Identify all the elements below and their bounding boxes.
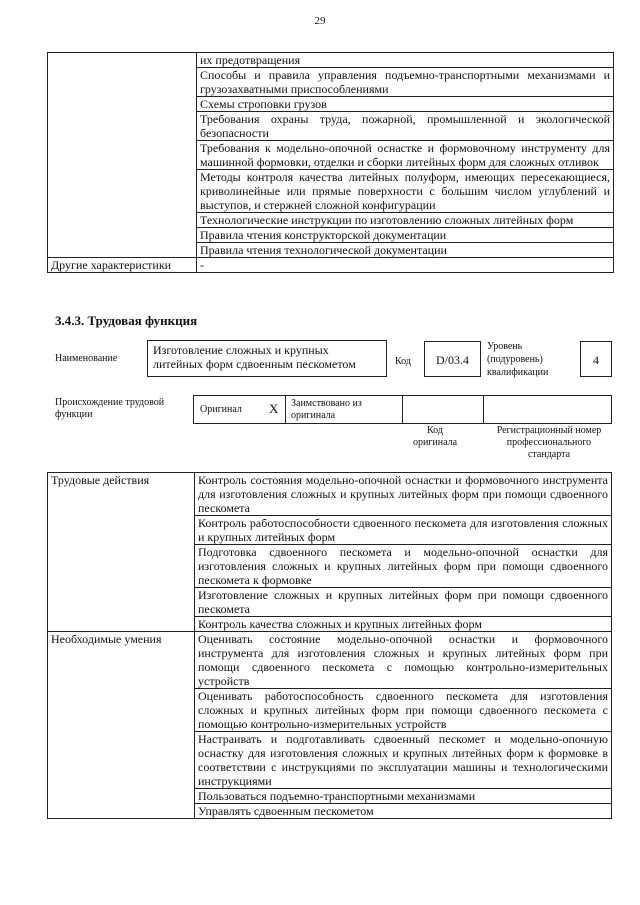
function-details-table — [47, 472, 612, 819]
labor-action-item: Изготовление сложных и крупных литейных форм при помощи сдвоенного пескомета — [195, 588, 612, 617]
knowledge-item: Правила чтения технологической документации — [197, 243, 614, 258]
registration-number-cell — [483, 395, 612, 424]
name-label: Наименование — [55, 353, 118, 364]
labor-action-item: Контроль работоспособности сдвоенного пескомета для изготовления сложных и крупных литейных форм — [195, 516, 612, 545]
labor-action-item: Контроль качества сложных и крупных литейных форм — [195, 617, 612, 632]
code-value: D/03.4 — [436, 353, 469, 367]
knowledge-item: Технологические инструкции по изготовлению сложных литейных форм — [197, 213, 614, 228]
origin-label: Происхождение трудовой функции — [55, 397, 165, 420]
table-row — [48, 632, 612, 689]
registration-number-caption: Регистрационный номер профессионального стандарта — [496, 425, 602, 460]
knowledge-item: их предотвращения — [197, 53, 614, 68]
skills-label: Необходимые умения — [48, 632, 195, 819]
labor-actions-label: Трудовые действия — [48, 473, 195, 632]
function-name-box — [147, 340, 387, 377]
borrowed-cell — [285, 395, 403, 424]
skill-item: Пользоваться подъемно-транспортными механизмами — [195, 789, 612, 804]
original-label: Оригинал — [200, 404, 242, 415]
original-mark: X — [269, 401, 279, 416]
knowledge-item: Способы и правила управления подъемно-транспортными механизмами и грузозахватными приспособлениями — [197, 68, 614, 97]
skill-item: Настраивать и подготавливать сдвоенный пескомет и модельно-опочную оснастку для изготовления сложных и крупных литейных форм к формовке в соответствии с инструкциями по эксплуатации машины и технологическими инструкциями — [195, 732, 612, 789]
table-row — [48, 473, 612, 516]
skill-item: Оценивать состояние модельно-опочной оснастки и формовочного инструмента для изготовления сложных и крупных литейных форм при помощи сдвоенного пескомета с помощью контрольно-измерительных устройств — [195, 632, 612, 689]
original-cell — [193, 395, 286, 424]
code-box — [424, 341, 481, 377]
page-number: 29 — [314, 15, 326, 27]
code-label: Код — [395, 356, 411, 367]
knowledge-table — [47, 52, 614, 273]
code-original-caption: Код оригинала — [412, 425, 458, 448]
knowledge-item: Схемы строповки грузов — [197, 97, 614, 112]
knowledge-item: Требования охраны труда, пожарной, промышленной и экологической безопасности — [197, 112, 614, 141]
table-row — [48, 53, 614, 68]
knowledge-item: Правила чтения конструкторской документации — [197, 228, 614, 243]
level-label: Уровень (подуровень) квалификации — [487, 341, 549, 378]
function-name-value: Изготовление сложных и крупных литейных форм сдвоенным пескометом — [153, 343, 356, 371]
level-box — [580, 341, 612, 377]
code-original-cell — [402, 395, 484, 424]
borrowed-label: Заимствовано из оригинала — [291, 398, 362, 421]
knowledge-item: Методы контроля качества литейных полуформ, имеющих пересекающиеся, криволинейные или прямые поверхности с большим числом углублений и выступов, и стержней сложной конфигурации — [197, 170, 614, 213]
section-heading: 3.4.3. Трудовая функция — [55, 313, 198, 328]
skill-item: Управлять сдвоенным пескометом — [195, 804, 612, 819]
other-characteristics-value: - — [197, 258, 614, 273]
labor-action-item: Контроль состояния модельно-опочной оснастки и формовочного инструмента для изготовления сложных и крупных литейных форм при помощи сдвоенного пескомета — [195, 473, 612, 516]
knowledge-item: Требования к модельно-опочной оснастке и формовочному инструменту для машинной формовки, отделки и сборки литейных форм для сложных отливок — [197, 141, 614, 170]
skill-item: Оценивать работоспособность сдвоенного пескомета для изготовления сложных и крупных литейных форм при помощи сдвоенного пескомета с помощью контрольно-измерительных устройств — [195, 689, 612, 732]
other-characteristics-label: Другие характеристики — [48, 258, 197, 273]
level-value: 4 — [593, 353, 599, 367]
label-cell-empty — [48, 53, 197, 258]
table-row — [48, 258, 614, 273]
labor-action-item: Подготовка сдвоенного пескомета и модельно-опочной оснастки для изготовления сложных и крупных литейных форм при помощи сдвоенного пескомета к формовке — [195, 545, 612, 588]
